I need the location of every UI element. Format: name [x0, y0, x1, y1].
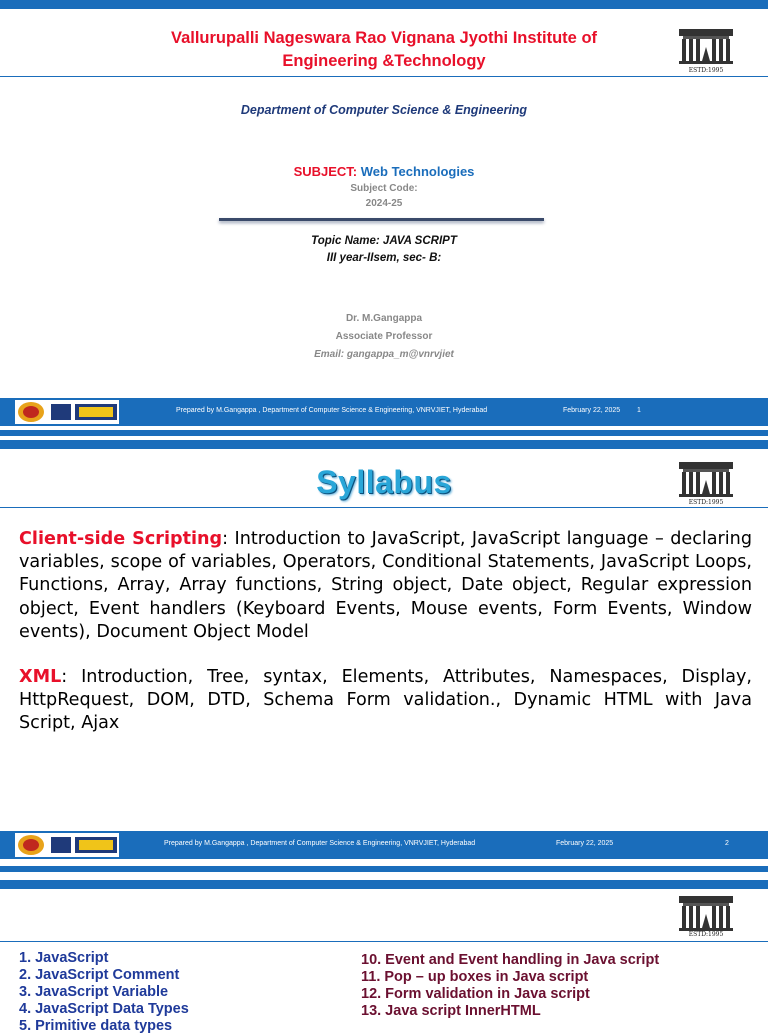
list-item: 3. JavaScript Variable: [19, 984, 169, 1000]
list-item: 2. JavaScript Comment: [19, 967, 180, 983]
slide-title: [0, 0, 768, 436]
top-blue-bar: [0, 880, 768, 889]
xml-label: XML: [19, 667, 62, 687]
list-item: 5. Primitive data types: [19, 1018, 173, 1034]
author-email: Email: gangappa_m@vnrvjiet: [314, 349, 454, 360]
slide2-footer: [0, 831, 768, 859]
subject-divider: [219, 218, 544, 221]
syllabus-title: Syllabus: [316, 464, 452, 500]
bottom-blue-bar: [0, 866, 768, 872]
slide1-footer: [0, 398, 768, 426]
footer-date: February 22, 2025: [563, 407, 621, 414]
estd-label: ESTD:1995: [688, 499, 724, 506]
footer-page-number: 2: [725, 840, 729, 847]
accreditation-logos: [15, 400, 119, 424]
slide-topics: [0, 880, 768, 1034]
naac-nirf-nba-icon: [15, 400, 119, 424]
author-name: Dr. M.Gangappa: [345, 313, 423, 324]
top-blue-bar: [0, 440, 768, 449]
footer-page-number: 1: [637, 407, 641, 414]
xml-text: : Introduction, Tree, syntax, Elements, Attributes, Namespaces, Display, HttpRequest, DOM, DTD, Schema Form validation., Dynamic HTML with Java Script, Ajax: [19, 667, 752, 734]
list-item: 12. Form validation in Java script: [361, 986, 590, 1002]
subject-label: SUBJECT:: [293, 164, 358, 179]
divider-line: [0, 76, 768, 77]
client-side-text: : Introduction to JavaScript, JavaScript language – declaring variables, scope of variables, Operators, Conditional Statements, JavaScript Loops, Functions, Array, Array functions, String object, Date object, Regular expression object, Event handlers (Keyboard Events, Mouse events, Form Events, Window events), Document Object Model: [19, 529, 752, 642]
list-item: 1. JavaScript: [19, 950, 109, 966]
client-side-label: Client-side Scripting: [19, 529, 223, 549]
client-side-paragraph: [19, 528, 752, 644]
topics-list-left: [19, 950, 189, 1035]
estd-label: ESTD:1995: [688, 67, 724, 74]
footer-prepared-by: Prepared by M.Gangappa , Department of Computer Science & Engineering, VNRVJIET, Hyderabad: [176, 407, 488, 414]
estd-label: ESTD:1995: [688, 931, 724, 938]
institute-name-line1: Vallurupalli Nageswara Rao Vignana Jyothi Institute of: [170, 29, 598, 47]
divider-line: [0, 941, 768, 942]
slide-syllabus: [0, 440, 768, 876]
list-item: 13. Java script InnerHTML: [361, 1003, 541, 1019]
bottom-blue-bar: [0, 430, 768, 436]
list-item: 11. Pop – up boxes in Java script: [361, 969, 589, 985]
topic-name: Topic Name: JAVA SCRIPT: [311, 235, 457, 247]
subject-value: Web Technologies: [360, 164, 475, 179]
author-designation: Associate Professor: [335, 331, 433, 342]
class-info: III year-IIsem, sec- B:: [326, 252, 442, 264]
divider-line: [0, 507, 768, 508]
footer-date: February 22, 2025: [556, 840, 614, 847]
top-blue-bar: [0, 0, 768, 9]
list-item: 10. Event and Event handling in Java script: [361, 952, 660, 968]
footer-prepared-by: Prepared by M.Gangappa , Department of Computer Science & Engineering, VNRVJIET, Hyderabad: [164, 840, 476, 847]
department-heading: Department of Computer Science & Engineering: [240, 103, 528, 117]
subject-code: Subject Code:: [350, 183, 418, 194]
topics-list-right: [361, 952, 659, 1020]
subject-line: [0, 164, 768, 179]
xml-paragraph: [19, 666, 752, 736]
naac-nirf-nba-icon: [15, 833, 119, 857]
list-item: 4. JavaScript Data Types: [19, 1001, 189, 1017]
academic-year: 2024-25: [365, 198, 403, 209]
accreditation-logos: [15, 833, 119, 857]
institute-name-line2: Engineering &Technology: [282, 52, 486, 70]
